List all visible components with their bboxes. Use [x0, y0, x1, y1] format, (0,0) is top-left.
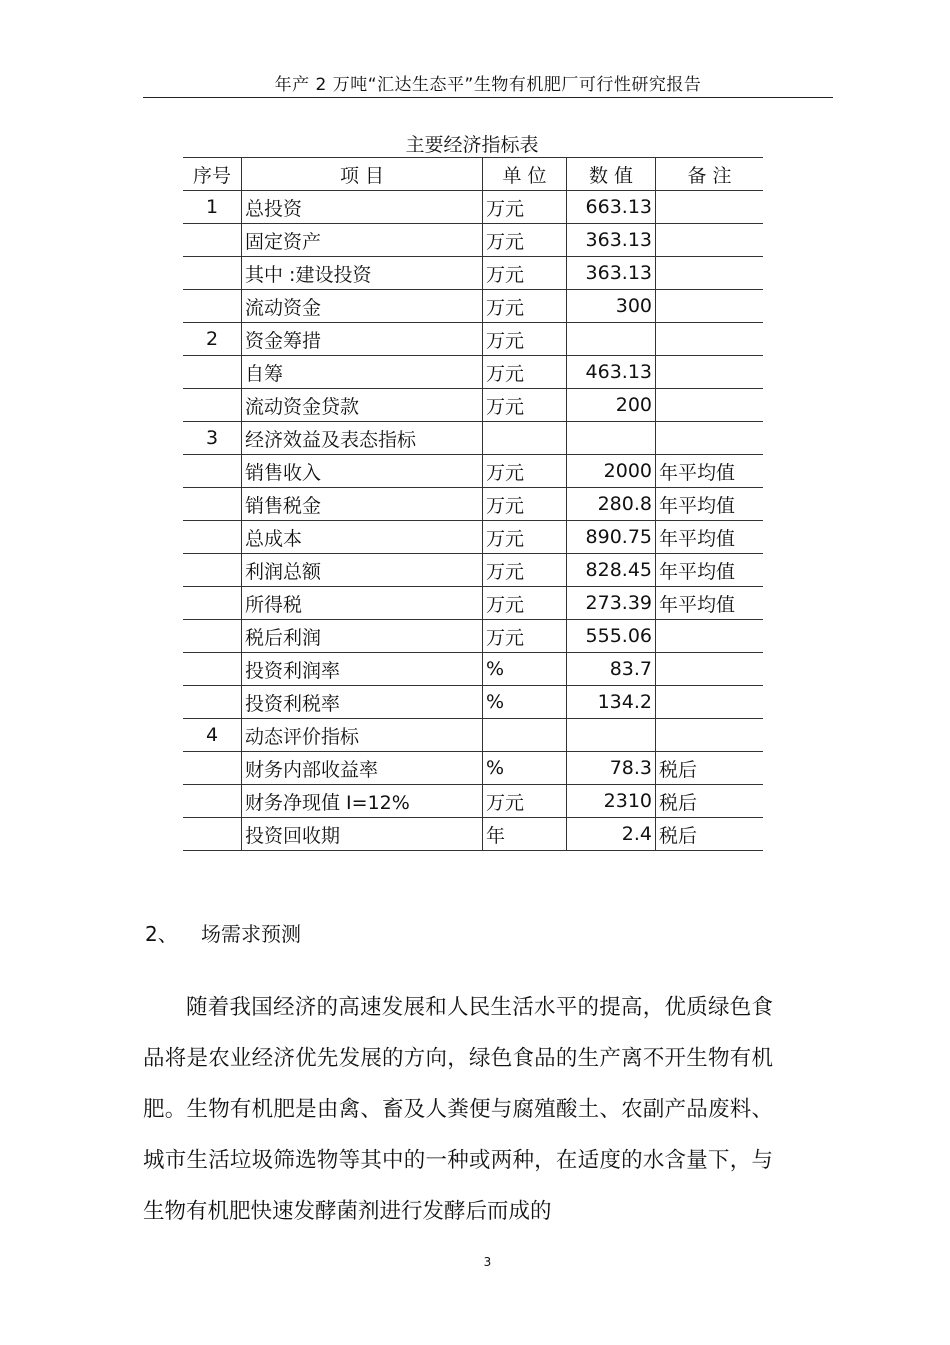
- cell-note: [656, 323, 764, 356]
- cell-note: [656, 356, 764, 389]
- cell-item: 总投资: [242, 191, 483, 224]
- header-divider: [143, 97, 833, 98]
- cell-note: [656, 653, 764, 686]
- cell-note: [656, 257, 764, 290]
- cell-unit: 万元: [483, 323, 567, 356]
- cell-unit: 万元: [483, 785, 567, 818]
- cell-no: 2: [183, 323, 242, 356]
- cell-item: 销售税金: [242, 488, 483, 521]
- cell-no: 4: [183, 719, 242, 752]
- cell-note: 年平均值: [656, 455, 764, 488]
- cell-unit: 万元: [483, 488, 567, 521]
- cell-item: 财务净现值 I=12%: [242, 785, 483, 818]
- cell-note: 年平均值: [656, 488, 764, 521]
- cell-unit: 年: [483, 818, 567, 851]
- cell-unit: 万元: [483, 521, 567, 554]
- cell-value: 555.06: [567, 620, 656, 653]
- cell-no: [183, 653, 242, 686]
- cell-item: 投资利润率: [242, 653, 483, 686]
- header-note: 备 注: [656, 158, 764, 191]
- cell-value: 2310: [567, 785, 656, 818]
- cell-no: [183, 686, 242, 719]
- header-value: 数 值: [567, 158, 656, 191]
- table-row: [183, 719, 763, 752]
- header-item: 项 目: [242, 158, 483, 191]
- table-row: [183, 686, 763, 719]
- table-body: [183, 191, 763, 851]
- cell-note: [656, 389, 764, 422]
- table-row: [183, 323, 763, 356]
- table-row: [183, 257, 763, 290]
- cell-unit: 万元: [483, 587, 567, 620]
- cell-unit: %: [483, 686, 567, 719]
- cell-no: [183, 521, 242, 554]
- cell-value: 134.2: [567, 686, 656, 719]
- table-row: [183, 752, 763, 785]
- cell-note: [656, 620, 764, 653]
- economic-indicators-table: [183, 157, 763, 851]
- cell-item: 流动资金: [242, 290, 483, 323]
- cell-value: 890.75: [567, 521, 656, 554]
- section-number: 2、: [145, 922, 178, 946]
- cell-unit: 万元: [483, 290, 567, 323]
- table-row: [183, 653, 763, 686]
- cell-no: [183, 587, 242, 620]
- cell-no: [183, 818, 242, 851]
- cell-value: 78.3: [567, 752, 656, 785]
- table-row: [183, 785, 763, 818]
- cell-note: [656, 719, 764, 752]
- cell-no: [183, 752, 242, 785]
- cell-no: [183, 785, 242, 818]
- cell-value: [567, 719, 656, 752]
- table-header-row: [183, 158, 763, 191]
- cell-item: 投资回收期: [242, 818, 483, 851]
- cell-note: 税后: [656, 818, 764, 851]
- cell-value: 363.13: [567, 224, 656, 257]
- cell-value: 273.39: [567, 587, 656, 620]
- cell-unit: [483, 422, 567, 455]
- cell-value: 828.45: [567, 554, 656, 587]
- cell-item: 自筹: [242, 356, 483, 389]
- cell-no: [183, 224, 242, 257]
- cell-unit: 万元: [483, 554, 567, 587]
- cell-item: 投资利税率: [242, 686, 483, 719]
- table-row: [183, 389, 763, 422]
- cell-unit: [483, 719, 567, 752]
- cell-no: 1: [183, 191, 242, 224]
- cell-note: [656, 191, 764, 224]
- cell-note: [656, 686, 764, 719]
- section-title: 场需求预测: [201, 922, 301, 946]
- table-row: [183, 818, 763, 851]
- cell-unit: 万元: [483, 356, 567, 389]
- table-row: [183, 455, 763, 488]
- section-heading: [145, 918, 301, 947]
- cell-item: 动态评价指标: [242, 719, 483, 752]
- cell-unit: 万元: [483, 389, 567, 422]
- cell-item: 税后利润: [242, 620, 483, 653]
- body-paragraph: 随着我国经济的高速发展和人民生活水平的提高，优质绿色食品将是农业经济优先发展的方向，绿色食品的生产离不开生物有机肥。生物有机肥是由禽、畜及人粪便与腐殖酸土、农副产品废料、城市生活垃圾筛选物等其中的一种或两种，在适度的水含量下，与生物有机肥快速发酵菌剂进行发酵后而成的: [143, 995, 773, 1224]
- header-no: 序号: [183, 158, 242, 191]
- cell-no: [183, 257, 242, 290]
- cell-value: 363.13: [567, 257, 656, 290]
- cell-note: 年平均值: [656, 554, 764, 587]
- cell-item: 销售收入: [242, 455, 483, 488]
- cell-unit: %: [483, 752, 567, 785]
- table-row: [183, 587, 763, 620]
- cell-note: [656, 422, 764, 455]
- cell-value: 2000: [567, 455, 656, 488]
- cell-no: [183, 290, 242, 323]
- cell-unit: 万元: [483, 620, 567, 653]
- cell-item: 财务内部收益率: [242, 752, 483, 785]
- cell-no: [183, 455, 242, 488]
- cell-no: 3: [183, 422, 242, 455]
- cell-value: [567, 422, 656, 455]
- table-row: [183, 356, 763, 389]
- cell-value: 300: [567, 290, 656, 323]
- table-row: [183, 290, 763, 323]
- page-number: 3: [483, 1255, 492, 1269]
- cell-no: [183, 488, 242, 521]
- table-row: [183, 521, 763, 554]
- cell-item: 资金筹措: [242, 323, 483, 356]
- cell-item: 流动资金贷款: [242, 389, 483, 422]
- cell-note: 税后: [656, 785, 764, 818]
- table-row: [183, 422, 763, 455]
- cell-item: 固定资产: [242, 224, 483, 257]
- cell-unit: %: [483, 653, 567, 686]
- cell-item: 总成本: [242, 521, 483, 554]
- cell-item: 经济效益及表态指标: [242, 422, 483, 455]
- table-title: 主要经济指标表: [405, 134, 539, 156]
- cell-value: 200: [567, 389, 656, 422]
- cell-no: [183, 356, 242, 389]
- table-row: [183, 554, 763, 587]
- page-header-title: 年产 2 万吨“汇达生态平”生物有机肥厂可行性研究报告: [274, 75, 702, 95]
- cell-item: 其中 :建设投资: [242, 257, 483, 290]
- cell-unit: 万元: [483, 191, 567, 224]
- cell-note: [656, 290, 764, 323]
- cell-no: [183, 389, 242, 422]
- cell-unit: 万元: [483, 455, 567, 488]
- cell-note: 年平均值: [656, 521, 764, 554]
- cell-note: [656, 224, 764, 257]
- cell-value: 83.7: [567, 653, 656, 686]
- table-row: [183, 191, 763, 224]
- cell-value: 663.13: [567, 191, 656, 224]
- cell-item: 利润总额: [242, 554, 483, 587]
- cell-value: [567, 323, 656, 356]
- cell-value: 463.13: [567, 356, 656, 389]
- cell-no: [183, 554, 242, 587]
- cell-note: 年平均值: [656, 587, 764, 620]
- cell-item: 所得税: [242, 587, 483, 620]
- table-row: [183, 224, 763, 257]
- cell-note: 税后: [656, 752, 764, 785]
- table-row: [183, 488, 763, 521]
- cell-no: [183, 620, 242, 653]
- header-unit: 单 位: [483, 158, 567, 191]
- cell-value: 280.8: [567, 488, 656, 521]
- cell-unit: 万元: [483, 257, 567, 290]
- cell-unit: 万元: [483, 224, 567, 257]
- table-row: [183, 620, 763, 653]
- cell-value: 2.4: [567, 818, 656, 851]
